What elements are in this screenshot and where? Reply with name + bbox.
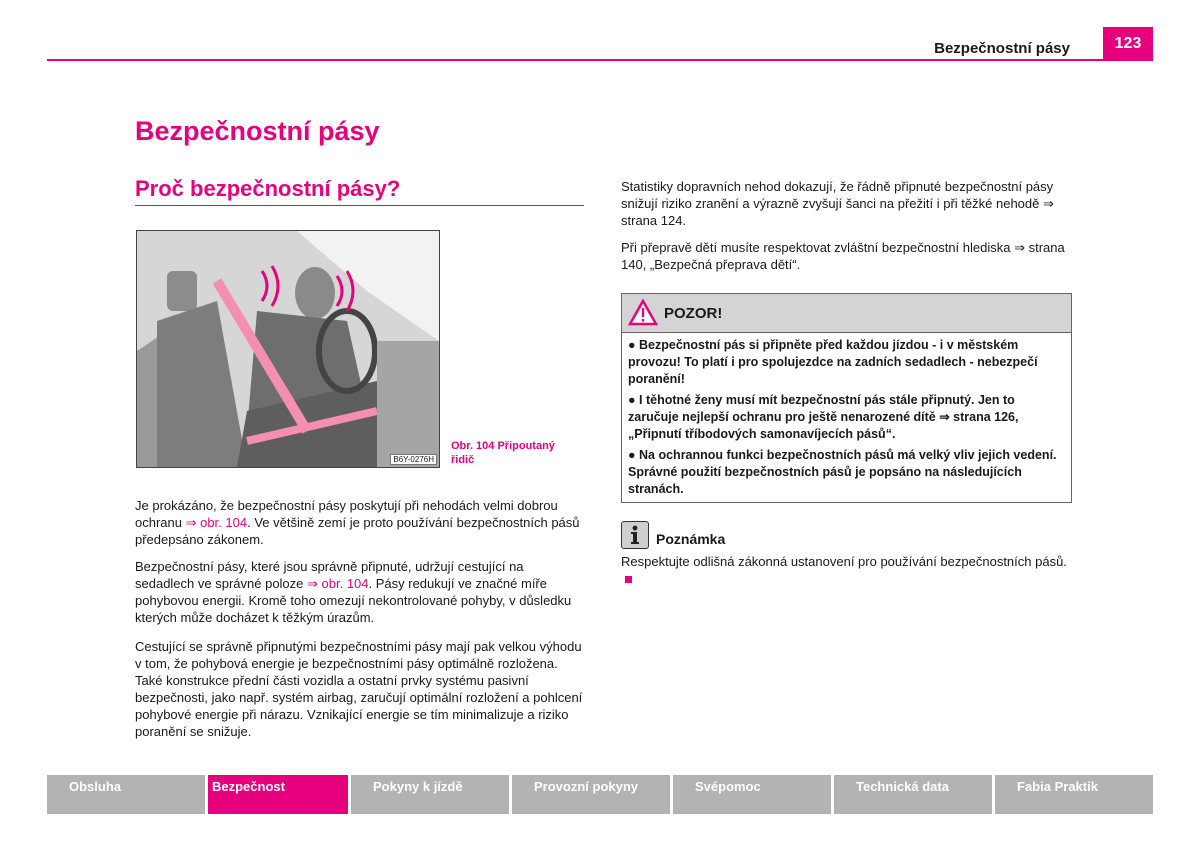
warning-header [622,294,1071,333]
nav-tab-bezpecnost[interactable]: Bezpečnost [208,775,348,814]
figure-code: B6Y-0276H [390,454,437,465]
note-text [621,553,1071,587]
nav-tab-svepomoc[interactable]: Svépomoc [673,775,831,814]
info-glyph [622,522,648,548]
figure-caption [451,439,581,467]
nav-tab-provozni-pokyny[interactable]: Provozní pokyny [512,775,670,814]
nav-tab-fabia-praktik[interactable]: Fabia Praktik [995,775,1153,814]
text: . Pásy redukují ve značné míře pohybovou energii. Kromě toho omezují nekontrolované pohyby, v důsledku kterých může docházet k těžkým úrazům. [135,576,572,625]
paragraph-5: Při přepravě dětí musíte respektovat zvláštní bezpečnostní hlediska ⇒ strana 140, „Bezpečná přeprava dětí“. [621,240,1065,272]
warning-item: ● I těhotné ženy musí mít bezpečnostní pás stále připnutý. Jen to zaručuje nejlepší ochranu pro ještě nenarozené dítě ⇒ strana 126, „Připnutí tříbodových samonavíjecích pásů“. [628,393,1019,441]
nav-tab-obsluha[interactable]: Obsluha [47,775,205,814]
warning-item: ● Na ochrannou funkci bezpečnostních pásů má velký vliv jejich vedení. Správné použití bezpečnostních pásů je popsáno na následujících stranách. [628,448,1057,496]
caption-line-1: Obr. 104 Připoutaný [451,440,555,452]
paragraph-1 [135,497,585,548]
paragraph-3: Cestující se správně připnutými bezpečnostními pásy mají pak velkou výhodu v tom, že pohybová energie je bezpečnostními pásy optimálně rozložena. Také konstrukce přední části vozidla a ostatní prvky systému pasivní bezpečnosti, jako např. systém airbag, zaručují optimální rozložení a pohlcení pohybové energie při nárazu. Vznikající energie se tím minimalizuje a riziko poranění se snižuje. [135,639,583,739]
running-header: Bezpečnostní pásy [934,40,1070,57]
paragraph-4: Statistiky dopravních nehod dokazují, že řádně připnuté bezpečnostní pásy snižují riziko zranění a výrazně zvyšují šanci na přežití i při těžké nehodě ⇒ strana 124. [621,179,1054,228]
figure-belted-driver [136,230,440,468]
warning-item: ● Bezpečnostní pás si připněte před každou jízdou - i v městském provozu! To platí i pro spolujezdce na zadních sedadlech - nebezpečí poranění! [628,338,1038,386]
figure-link[interactable]: ⇒ obr. 104 [307,576,369,591]
section-title: Proč bezpečnostní pásy? [135,176,401,201]
warning-title: POZOR! [664,305,723,322]
page-title: Bezpečnostní pásy [135,116,380,146]
nav-tab-technicka-data[interactable]: Technická data [834,775,992,814]
warning-box [621,293,1072,503]
text: Je prokázáno, že bezpečnostní pásy poskytují při nehodách velmi dobrou ochranu [135,498,558,530]
info-icon [621,521,649,549]
warning-triangle-icon [628,299,658,326]
section-rule [135,205,584,206]
text: . Ve většině zemí je proto používání bezpečnostních pásů předepsáno zákonem. [135,515,580,547]
page-number: 123 [1103,27,1153,61]
belted-driver-illustration [137,231,439,467]
text: Respektujte odlišná zákonná ustanovení pro používání bezpečnostních pásů. [621,554,1067,569]
note-title: Poznámka [656,531,726,547]
paragraph-2 [135,558,585,626]
nav-tab-pokyny-k-jizde[interactable]: Pokyny k jízdě [351,775,509,814]
text: Bezpečnostní pásy, které jsou správně připnuté, udržují cestující na sedadlech ve správné poloze [135,559,524,591]
caption-line-2: řidič [451,454,475,466]
warning-body [622,333,1071,498]
end-square-icon [625,576,632,583]
figure-link[interactable]: ⇒ obr. 104 [185,515,248,530]
header-rule [47,59,1153,61]
chapter-nav [47,775,1153,814]
